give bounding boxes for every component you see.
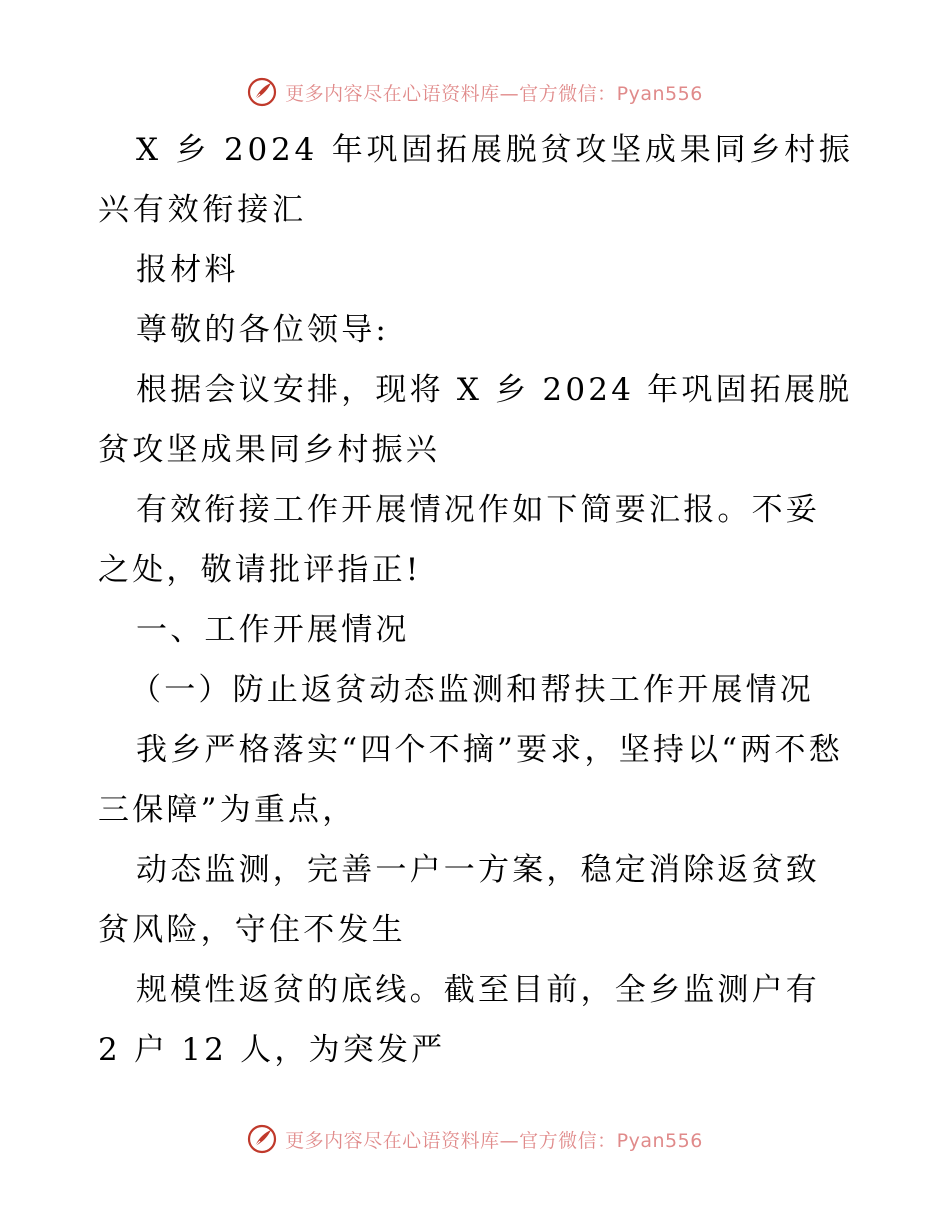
document-title-line-1: X 乡 2024 年巩固拓展脱贫攻坚成果同乡村振兴有效衔接汇 xyxy=(98,132,854,228)
subsection-heading-1: （一）防止返贫动态监测和帮扶工作开展情况 xyxy=(130,672,814,708)
document-title-line-2: 报材料 xyxy=(136,252,239,288)
footer-watermark xyxy=(0,1119,950,1159)
watermark-text: 更多内容尽在心语资料库—官方微信：Pyan556 xyxy=(285,1129,703,1152)
quill-logo-icon xyxy=(247,77,277,107)
header-watermark xyxy=(0,72,950,112)
section-heading-1: 一、工作开展情况 xyxy=(136,612,410,648)
quill-logo-icon xyxy=(247,1124,277,1154)
paragraph-body-3: 规模性返贫的底线。截至目前，全乡监测户有 2 户 12 人，为突发严 xyxy=(98,972,820,1068)
watermark-text: 更多内容尽在心语资料库—官方微信：Pyan556 xyxy=(285,82,703,105)
paragraph-body-1: 我乡严格落实“四个不摘”要求，坚持以“两不愁三保障”为重点， xyxy=(98,732,843,828)
paragraph-body-2: 动态监测，完善一户一方案，稳定消除返贫致贫风险，守住不发生 xyxy=(98,852,820,948)
document-body xyxy=(98,120,854,1080)
salutation: 尊敬的各位领导: xyxy=(136,312,390,348)
paragraph-intro-2: 有效衔接工作开展情况作如下简要汇报。不妥之处，敬请批评指正! xyxy=(98,492,820,588)
paragraph-intro-1: 根据会议安排，现将 X 乡 2024 年巩固拓展脱贫攻坚成果同乡村振兴 xyxy=(98,372,853,468)
